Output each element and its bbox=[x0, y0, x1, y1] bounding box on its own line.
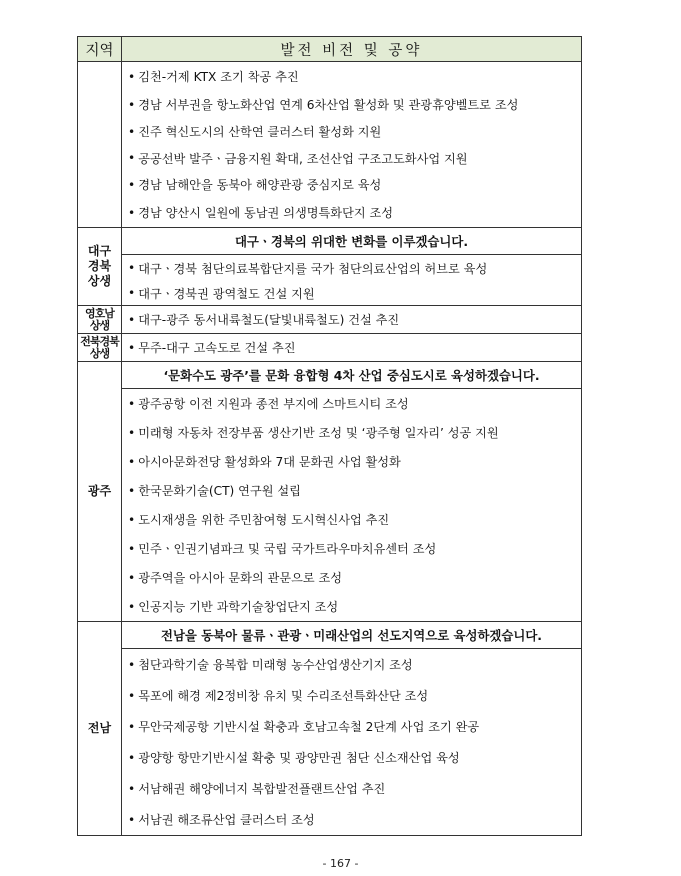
list-item: • 경남 양산시 일원에 동남권 의생명특화단지 조성 bbox=[128, 205, 394, 220]
list-item: • 공공선박 발주ㆍ금융지원 확대, 조선산업 구조고도화사업 지원 bbox=[128, 151, 468, 166]
list-item: • 아시아문화전당 활성화와 7대 문화권 사업 활성화 bbox=[128, 454, 401, 469]
list-item: • 도시재생을 위한 주민참여형 도시혁신사업 추진 bbox=[128, 512, 390, 527]
content-cell bbox=[122, 228, 582, 306]
section-row bbox=[78, 334, 582, 362]
list-item: • 무안국제공항 기반시설 확충과 호남고속철 2단계 사업 조기 완공 bbox=[128, 719, 480, 734]
list-item: • 대구ㆍ경북 첨단의료복합단지를 국가 첨단의료산업의 허브로 육성 bbox=[128, 261, 488, 276]
list-item: • 광주공항 이전 지원과 종전 부지에 스마트시티 조성 bbox=[128, 396, 409, 411]
list-item: • 민주ㆍ인권기념파크 및 국립 국가트라우마치유센터 조성 bbox=[128, 541, 437, 556]
section-row bbox=[78, 306, 582, 334]
list-item: • 진주 혁신도시의 산학연 클러스터 활성화 지원 bbox=[128, 124, 382, 139]
content-cell bbox=[122, 362, 582, 622]
list-item: • 첨단과학기술 융복합 미래형 농수산업생산기지 조성 bbox=[128, 657, 413, 672]
list-item: • 무주-대구 고속도로 건설 추진 bbox=[128, 340, 296, 355]
list-item: • 대구ㆍ경북권 광역철도 건설 지원 bbox=[128, 286, 315, 301]
list-item: • 대구-광주 동서내륙철도(달빛내륙철도) 건설 추진 bbox=[128, 312, 400, 327]
list-item: • 서남해권 해양에너지 복합발전플랜트산업 추진 bbox=[128, 781, 386, 796]
table-header-row bbox=[78, 37, 582, 62]
content-cell bbox=[122, 622, 582, 836]
section-row bbox=[78, 622, 582, 836]
list-item: • 서남권 해조류산업 클러스터 조성 bbox=[128, 812, 315, 827]
section-row bbox=[78, 62, 582, 228]
section-row bbox=[78, 228, 582, 306]
header-content: 발전 비전 및 공약 bbox=[122, 37, 582, 62]
region-cell bbox=[78, 62, 122, 228]
region-cell: 광주 bbox=[78, 362, 122, 622]
section-heading: ‘문화수도 광주’를 문화 융합형 4차 산업 중심도시로 육성하겠습니다. bbox=[122, 362, 581, 389]
list-item: • 경남 서부권을 항노화산업 연계 6차산업 활성화 및 관광휴양벨트로 조성 bbox=[128, 97, 519, 112]
list-item: • 경남 남해안을 동북아 해양관광 중심지로 육성 bbox=[128, 177, 382, 192]
section-row bbox=[78, 362, 582, 622]
list-item: • 김천-거제 KTX 조기 착공 추진 bbox=[128, 69, 299, 84]
list-item: • 인공지능 기반 과학기술창업단지 조성 bbox=[128, 599, 339, 614]
content-cell bbox=[122, 62, 582, 228]
header-region: 지역 bbox=[78, 37, 122, 62]
list-item: • 광양항 항만기반시설 확충 및 광양만권 첨단 신소재산업 육성 bbox=[128, 750, 460, 765]
list-item: • 목포에 해경 제2정비창 유치 및 수리조선특화산단 조성 bbox=[128, 688, 429, 703]
section-heading: 전남을 동북아 물류ㆍ관광ㆍ미래산업의 선도지역으로 육성하겠습니다. bbox=[122, 622, 581, 649]
content-cell bbox=[122, 306, 582, 334]
list-item: • 한국문화기술(CT) 연구원 설립 bbox=[128, 483, 301, 498]
page-number: - 167 - bbox=[322, 857, 359, 870]
list-item: • 미래형 자동차 전장부품 생산기반 조성 및 ‘광주형 일자리’ 성공 지원 bbox=[128, 425, 499, 440]
region-cell: 대구 경북 상생 bbox=[78, 228, 122, 306]
pledge-table bbox=[77, 36, 582, 836]
content-cell bbox=[122, 334, 582, 362]
list-item: • 광주역을 아시아 문화의 관문으로 조성 bbox=[128, 570, 343, 585]
region-cell: 영호남 상생 bbox=[78, 306, 122, 334]
section-heading: 대구ㆍ경북의 위대한 변화를 이루겠습니다. bbox=[122, 228, 581, 255]
region-cell: 전남 bbox=[78, 622, 122, 836]
region-cell: 전북경북 상생 bbox=[78, 334, 122, 362]
